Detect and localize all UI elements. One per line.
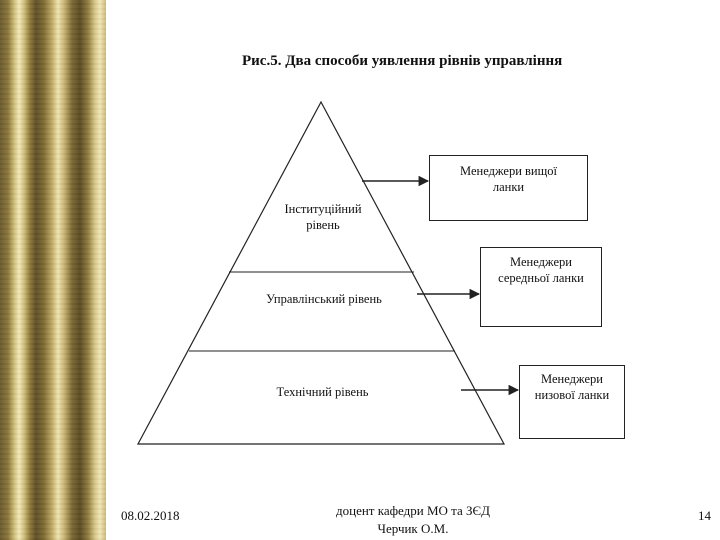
middle-managers-box [480, 247, 602, 327]
level-technical-label: Технічний рівень [276, 385, 369, 399]
middle-managers-line2: середньої ланки [498, 271, 584, 285]
page-number: 14 [698, 508, 711, 523]
top-managers-box [429, 155, 588, 221]
top-managers-line1: Менеджери вищої [460, 164, 557, 178]
footer-author-line1: доцент кафедри МО та ЗЄД [336, 503, 490, 518]
level-institutional-line2: рівень [306, 218, 340, 232]
figure-title: Рис.5. Два способи уявлення рівнів управління [242, 53, 563, 69]
footer-date: 08.02.2018 [121, 508, 180, 523]
lower-managers-box [519, 365, 625, 439]
footer-author [318, 502, 508, 538]
level-managerial-label: Управлінський рівень [266, 292, 382, 306]
middle-managers-line1: Менеджери [510, 255, 572, 269]
lower-managers-line1: Менеджери [541, 372, 603, 386]
footer-author-line2: Черчик О.М. [377, 521, 449, 536]
level-institutional-label [258, 201, 388, 233]
top-managers-line2: ланки [492, 180, 525, 194]
level-institutional-line1: Інституційний [284, 202, 362, 216]
lower-managers-line2: низової ланки [534, 388, 610, 402]
